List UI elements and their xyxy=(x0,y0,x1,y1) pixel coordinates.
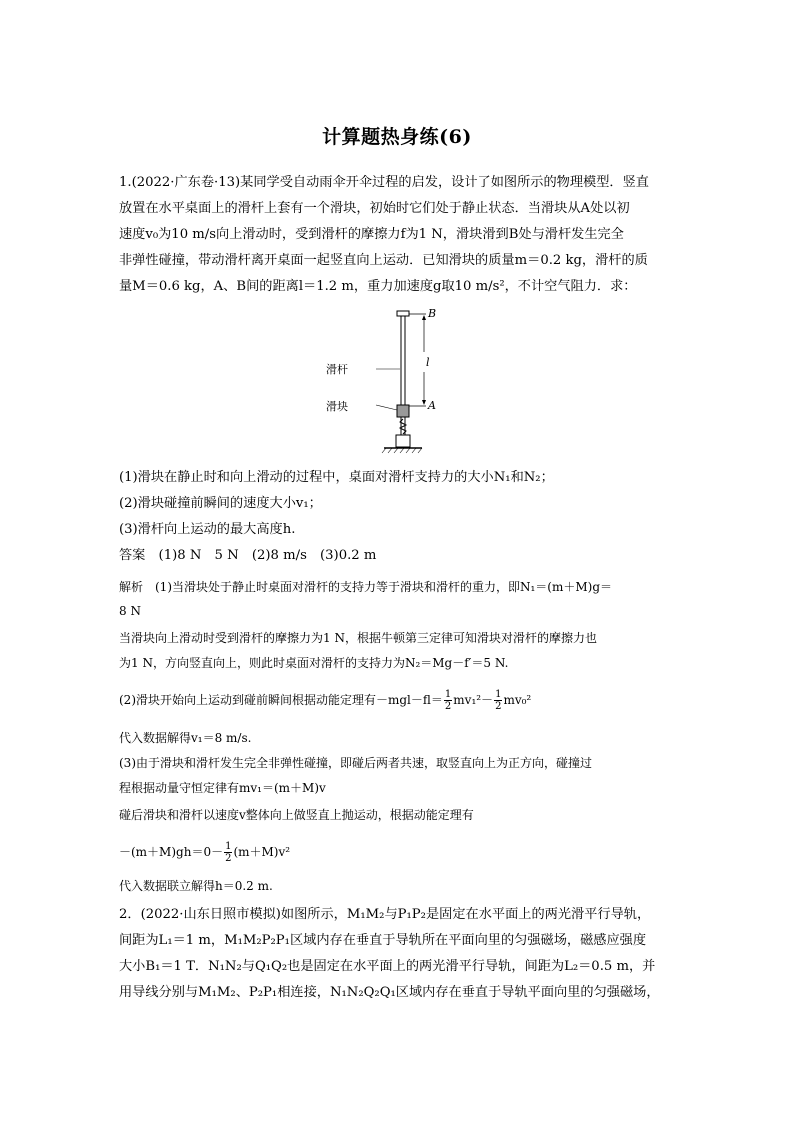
analysis-line: 代入数据联立解得h＝0.2 m. xyxy=(119,879,273,893)
fraction-numerator: 1 xyxy=(444,689,452,700)
fraction-denominator: 2 xyxy=(225,853,232,864)
analysis-text: (m＋M)v² xyxy=(233,845,291,859)
analysis-equation-line xyxy=(119,688,679,712)
fraction-numerator: 1 xyxy=(495,689,502,700)
fraction-one-half xyxy=(494,689,502,712)
rod-label: 滑杆 xyxy=(326,363,348,376)
answer-line: 答案 (1)8 N 5 N (2)8 m/s (3)0.2 m xyxy=(119,548,377,563)
analysis-equation-line xyxy=(119,840,679,864)
q2-line: 间距为L₁＝1 m，M₁M₂P₂P₁区域内存在垂直于导轨所在平面向里的匀强磁场，磁感应强度 xyxy=(119,933,647,948)
analysis-line: 代入数据解得v₁＝8 m/s. xyxy=(119,731,252,745)
slider-rod-figure xyxy=(326,307,456,459)
analysis-line: 为1 N，方向竖直向上，则此时桌面对滑杆的支持力为N₂＝Mg－f′＝5 N. xyxy=(119,656,509,670)
analysis-text: －(m＋M)gh＝0－ xyxy=(119,845,224,859)
q1-line: 量M＝0.6 kg，A、B间的距离l＝1.2 m，重力加速度g取10 m/s²，不计空气阻力．求： xyxy=(119,279,637,294)
block-label: 滑块 xyxy=(326,400,348,413)
fraction-one-half xyxy=(444,689,452,712)
q1-line: 非弹性碰撞，带动滑杆离开桌面一起竖直向上运动．已知滑块的质量m＝0.2 kg，滑杆的质 xyxy=(119,253,648,268)
question-1-subparts xyxy=(119,465,675,569)
question-2-text xyxy=(119,902,675,1006)
analysis-line: 解析 (1)当滑块处于静止时桌面对滑杆的支持力等于滑块和滑杆的重力，即N₁＝(m＋M)g＝ xyxy=(119,580,613,594)
analysis-text: mv₁²－ xyxy=(453,693,494,707)
q2-line: 2．(2022·山东日照市模拟)如图所示，M₁M₂与P₁P₂是固定在水平面上的两光滑平行导轨， xyxy=(119,907,651,922)
sub-question: (3)滑杆向上运动的最大高度h. xyxy=(119,522,296,537)
fraction-one-half xyxy=(224,841,232,864)
length-l-label: l xyxy=(426,356,430,369)
page-title: 计算题热身练(6) xyxy=(322,126,472,148)
fraction-denominator: 2 xyxy=(444,701,452,712)
fraction-numerator: 1 xyxy=(225,841,232,852)
point-a-label: A xyxy=(428,399,436,412)
fraction-denominator: 2 xyxy=(495,701,502,712)
analysis-line: 碰后滑块和滑杆以速度v整体向上做竖直上抛运动，根据动能定理有 xyxy=(119,808,474,822)
point-b-label: B xyxy=(428,307,437,320)
question-1-text xyxy=(119,170,675,300)
q2-line: 大小B₁＝1 T．N₁N₂与Q₁Q₂也是固定在水平面上的两光滑平行导轨，间距为L₂＝0.5 m，并 xyxy=(119,959,656,974)
q2-line: 用导线分别与M₁M₂、P₂P₁相连接，N₁N₂Q₂Q₁区域内存在垂直于导轨平面向里的匀强磁场， xyxy=(119,985,660,1000)
analysis-line: 程根据动量守恒定律有mv₁＝(m＋M)v xyxy=(119,781,326,795)
slider-rod-diagram xyxy=(356,307,456,459)
analysis-line: 当滑块向上滑动时受到滑杆的摩擦力为1 N，根据牛顿第三定律可知滑块对滑杆的摩擦力也 xyxy=(119,631,597,645)
q1-line: 1.(2022·广东卷·13)某同学受自动雨伞开伞过程的启发，设计了如图所示的物理模型．竖直 xyxy=(119,175,649,190)
sub-question: (1)滑块在静止时和向上滑动的过程中，桌面对滑杆支持力的大小N₁和N₂； xyxy=(119,470,554,485)
q1-line: 速度v₀为10 m/s向上滑动时，受到滑杆的摩擦力f为1 N，滑块滑到B处与滑杆发生完全 xyxy=(119,227,624,242)
analysis-line: 8 N xyxy=(119,604,141,618)
q1-line: 放置在水平桌面上的滑杆上套有一个滑块，初始时它们处于静止状态．当滑块从A处以初 xyxy=(119,201,630,216)
analysis-text: (2)滑块开始向上运动到碰前瞬间根据动能定理有－mgl－fl＝ xyxy=(119,693,443,707)
analysis-line: (3)由于滑块和滑杆发生完全非弹性碰撞，即碰后两者共速，取竖直向上为正方向，碰撞过 xyxy=(119,756,593,770)
analysis-text: mv₀² xyxy=(503,693,532,707)
sub-question: (2)滑块碰撞前瞬间的速度大小v₁； xyxy=(119,496,322,511)
